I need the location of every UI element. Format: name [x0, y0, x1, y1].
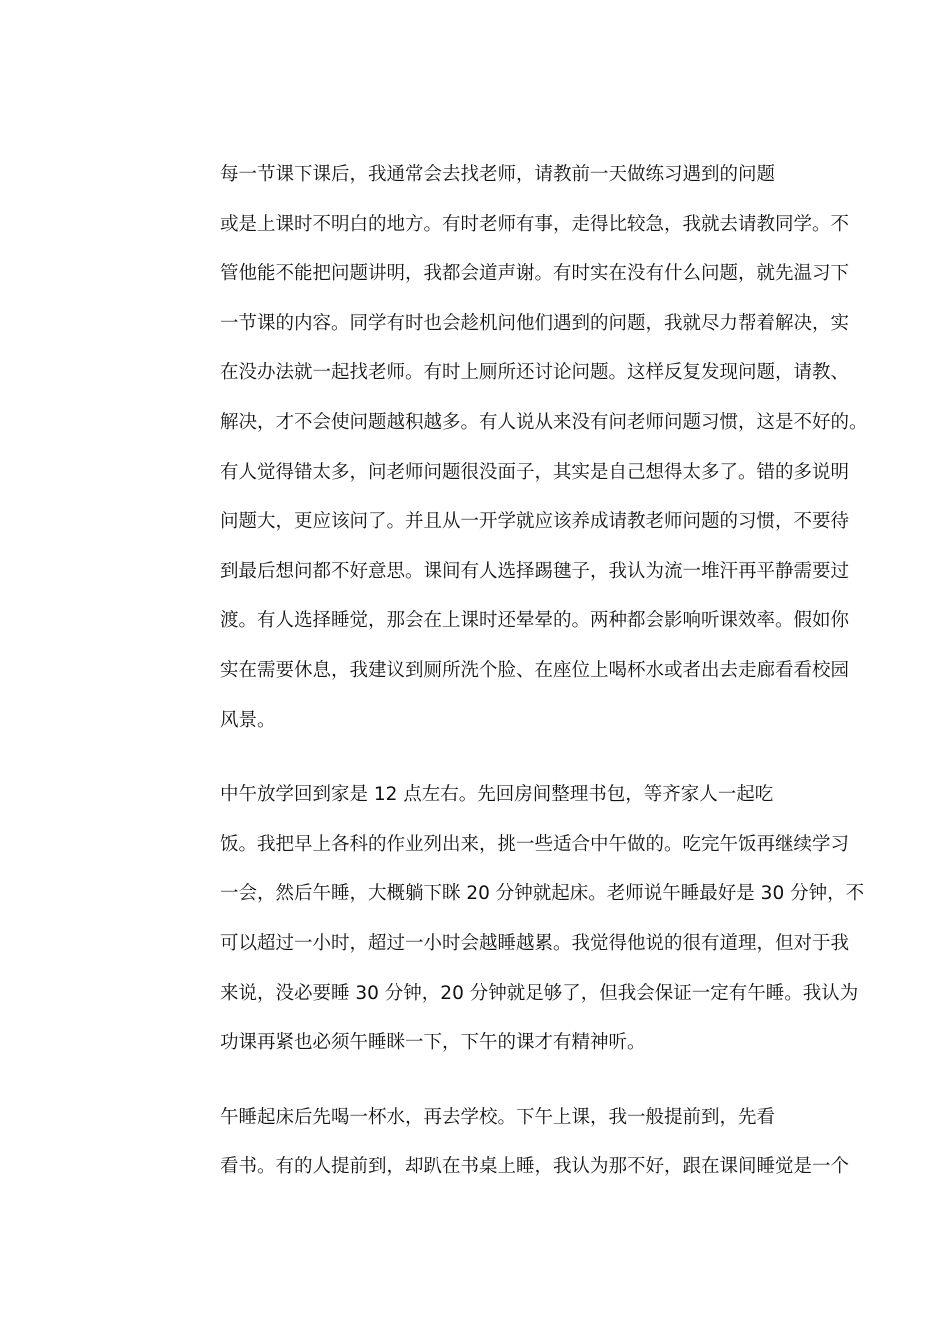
- text-line: 看书。有的人提前到，却趴在书桌上睡，我认为那不好，跟在课间睡觉是一个: [220, 1156, 850, 1178]
- text-line: 可以超过一小时，超过一小时会越睡越累。我觉得他说的很有道理，但对于我: [220, 932, 850, 954]
- text-line: 管他能不能把问题讲明，我都会道声谢。有时实在没有什么问题，就先温习下: [220, 263, 850, 285]
- text-line: 到最后想问都不好意思。课间有人选择踢毽子，我认为流一堆汗再平静需要过: [220, 560, 850, 582]
- text-line: 一会，然后午睡，大概躺下眯 20 分钟就起床。老师说午睡最好是 30 分钟，不: [220, 883, 865, 905]
- text-line: 每一节课下课后，我通常会去找老师，请教前一天做练习遇到的问题: [220, 164, 776, 185]
- text-line: 饭。我把早上各科的作业列出来，挑一些适合中午做的。吃完午饭再继续学习: [220, 833, 850, 855]
- text-line: 一节课的内容。同学有时也会趁机问他们遇到的问题，我就尽力帮着解决，实: [220, 312, 850, 334]
- text-line: 中午放学回到家是 12 点左右。先回房间整理书包，等齐家人一起吃: [220, 784, 774, 806]
- text-line: 实在需要休息，我建议到厕所洗个脸、在座位上喝杯水或者出去走廊看看校园: [220, 659, 850, 681]
- paragraph-break-routine: [144, 150, 868, 745]
- text-line: 有人觉得错太多，问老师问题很没面子，其实是自己想得太多了。错的多说明: [220, 461, 850, 483]
- text-line: 解决，才不会使问题越积越多。有人说从来没有问老师问题习惯，这是不好的。: [220, 411, 868, 433]
- text-line: 渡。有人选择睡觉，那会在上课时还晕晕的。两种都会影响听课效率。假如你: [220, 610, 850, 632]
- text-line: 功课再紧也必须午睡眯一下，下午的课才有精神听。: [220, 1032, 646, 1054]
- text-line: 风景。: [220, 709, 276, 731]
- text-line: 在没办法就一起找老师。有时上厕所还讨论问题。这样反复发现问题，请教、: [220, 362, 850, 384]
- text-line: 或是上课时不明白的地方。有时老师有事，走得比较急，我就去请教同学。不: [220, 213, 850, 235]
- text-line: 问题大，更应该问了。并且从一开学就应该养成请教老师问题的习惯，不要待: [220, 511, 850, 533]
- text-line: 午睡起床后先喝一杯水，再去学校。下午上课，我一般提前到，先看: [220, 1106, 776, 1128]
- paragraph-noon-routine: [144, 770, 865, 1068]
- paragraph-afternoon-routine: [144, 1093, 850, 1192]
- text-line: 来说，没必要睡 30 分钟，20 分钟就足够了，但我会保证一定有午睡。我认为: [220, 982, 859, 1004]
- document-body: [144, 150, 868, 1217]
